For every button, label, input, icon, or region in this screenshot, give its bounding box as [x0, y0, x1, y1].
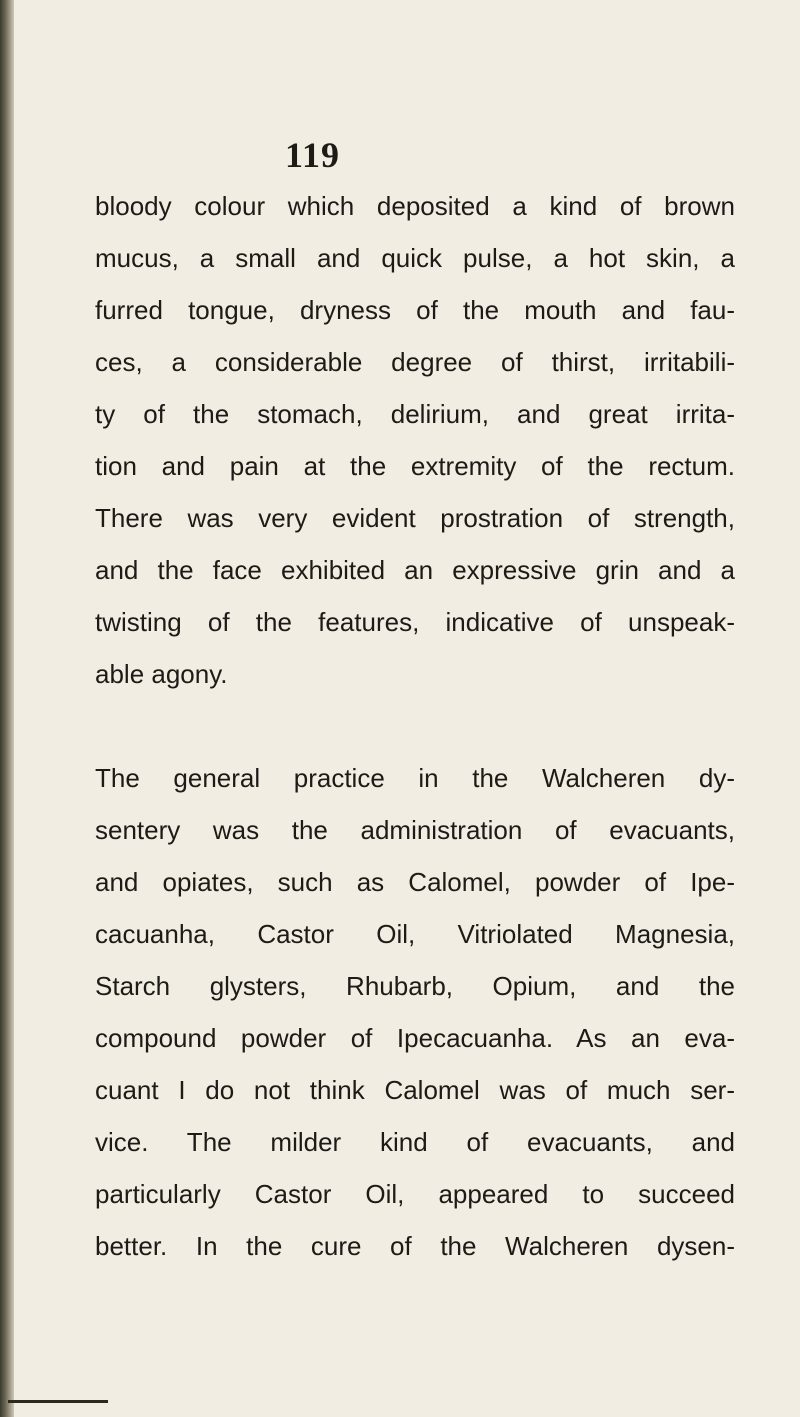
text-line: cuant I do not think Calomel was of much ser-	[95, 1075, 735, 1105]
text-line: particularly Castor Oil, appeared to succeed	[95, 1179, 735, 1209]
text-line: The general practice in the Walcheren dy-	[95, 763, 735, 793]
paragraph-gap	[95, 700, 735, 752]
paragraph-2	[95, 752, 735, 1272]
text-line: furred tongue, dryness of the mouth and fau-	[95, 295, 735, 325]
text-line: twisting of the features, indicative of unspeak-	[95, 607, 735, 637]
body-text	[95, 180, 735, 1272]
text-line: cacuanha, Castor Oil, Vitriolated Magnesia,	[95, 919, 735, 949]
text-line: mucus, a small and quick pulse, a hot skin, a	[95, 243, 735, 273]
text-line: bloody colour which deposited a kind of brown	[95, 191, 735, 221]
text-line: compound powder of Ipecacuanha. As an eva-	[95, 1023, 735, 1053]
text-line: able agony.	[95, 659, 228, 689]
text-line: ces, a considerable degree of thirst, irritabili-	[95, 347, 735, 377]
book-spine-edge	[0, 0, 14, 1417]
text-line: ty of the stomach, delirium, and great irrita-	[95, 399, 735, 429]
text-line: There was very evident prostration of strength,	[95, 503, 735, 533]
text-line: and opiates, such as Calomel, powder of Ipe-	[95, 867, 735, 897]
text-line: better. In the cure of the Walcheren dysen-	[95, 1231, 735, 1261]
text-line: sentery was the administration of evacuants,	[95, 815, 735, 845]
text-line: and the face exhibited an expressive grin and a	[95, 555, 735, 585]
paragraph-1	[95, 180, 735, 700]
text-line: tion and pain at the extremity of the rectum.	[95, 451, 735, 481]
page-number: 119	[285, 135, 341, 175]
bottom-edge-mark	[8, 1400, 108, 1403]
text-line: vice. The milder kind of evacuants, and	[95, 1127, 735, 1157]
text-line: Starch glysters, Rhubarb, Opium, and the	[95, 971, 735, 1001]
